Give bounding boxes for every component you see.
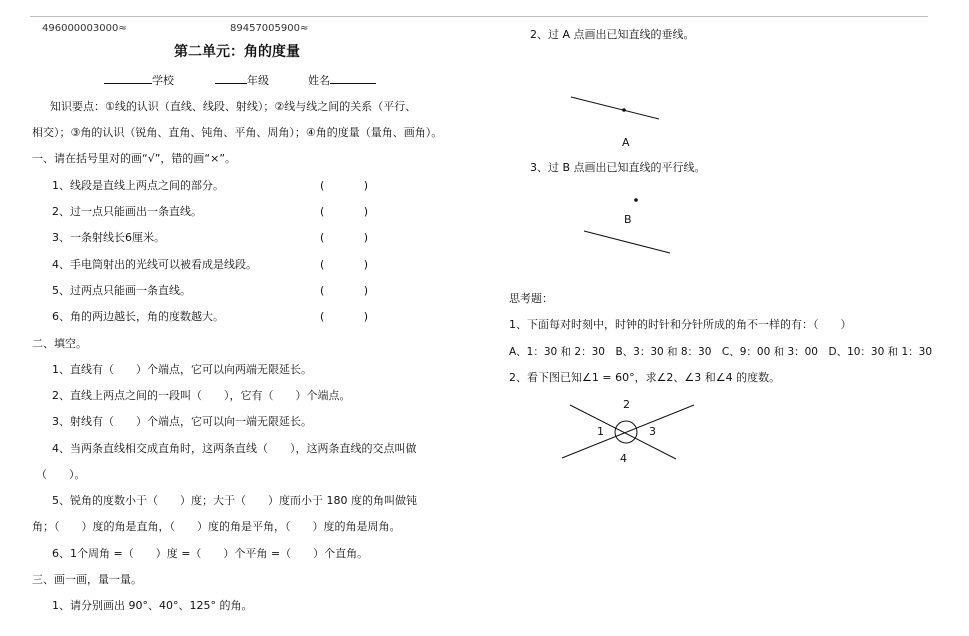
school-label: 学校: [152, 74, 174, 87]
intersecting-line-2: [562, 405, 694, 458]
s2-line-2: 2、直线上两点之间的一段叫（ ），它有（ ）个端点。: [52, 389, 351, 402]
s3-item-3: 3、过 B 点画出已知直线的平行线。: [530, 161, 706, 174]
grade-label: 年级: [247, 74, 269, 87]
s2-line-7: 角；（ ）度的角是直角，（ ）度的角是平角，（ ）度的角是周角。: [32, 520, 401, 533]
thinking-heading: 思考题：: [509, 292, 553, 305]
s3-item-1: 1、请分别画出 90°、40°、125° 的角。: [52, 599, 253, 612]
s1-item-3: 3、一条射线长6厘米。: [52, 231, 165, 244]
thinking-q2: 2、看下图已知∠1 = 60°，求∠2、∠3 和∠4 的度数。: [509, 371, 781, 384]
point-b-label: B: [624, 213, 632, 226]
section1-heading: 一、请在括号里对的画“√”，错的画“×”。: [32, 152, 237, 165]
angle-label-1: 1: [597, 425, 604, 438]
s1-item-2: 2、过一点只能画出一条直线。: [52, 205, 202, 218]
name-label: 姓名: [308, 74, 330, 87]
s2-line-3: 3、射线有（ ）个端点，它可以向一端无限延长。: [52, 415, 312, 428]
point-b-dot: [634, 198, 638, 202]
s1-item-5: 5、过两点只能画一条直线。: [52, 284, 191, 297]
s1-answer-1[interactable]: ( ): [320, 179, 368, 192]
s1-answer-4[interactable]: ( ): [320, 258, 368, 271]
given-line-a: [571, 97, 659, 119]
section3-heading: 三、画一画，量一量。: [32, 573, 142, 586]
angle-label-3: 3: [649, 425, 656, 438]
s1-item-4: 4、手电筒射出的光线可以被看成是线段。: [52, 258, 257, 271]
intersecting-line-1: [570, 405, 676, 459]
knowledge-line-1: 知识要点：①线的认识（直线、线段、射线）；②线与线之间的关系（平行、: [50, 100, 417, 113]
angle-label-2: 2: [623, 398, 630, 411]
point-a-dot: [622, 108, 626, 112]
s2-line-4: 4、当两条直线相交成直角时，这两条直线（ ），这两条直线的交点叫做: [52, 442, 417, 455]
given-line-b: [584, 231, 670, 253]
s1-answer-3[interactable]: ( ): [320, 231, 368, 244]
point-a-label: A: [622, 136, 630, 149]
knowledge-line-2: 相交）；③角的认识（锐角、直角、钝角、平角、周角）；④角的度量（量角、画角）。: [32, 126, 443, 139]
section2-heading: 二、填空。: [32, 337, 87, 350]
thinking-q1: 1、下面每对时刻中，时钟的时针和分针所成的角不一样的有：（ ）: [509, 318, 852, 331]
thinking-q1-options: A、1：30 和 2：30 B、3：30 和 8：30 C、9：00 和 3：00 D、10：30 和 1：30: [509, 346, 933, 358]
s2-line-8: 6、1个周角 =（ ）度 =（ ）个平角 =（ ）个直角。: [52, 547, 369, 560]
s3-item-2: 2、过 A 点画出已知直线的垂线。: [530, 28, 695, 41]
s2-line-1: 1、直线有（ ）个端点，它可以向两端无限延长。: [52, 363, 312, 376]
s1-answer-2[interactable]: ( ): [320, 205, 368, 218]
s1-answer-6[interactable]: ( ): [320, 310, 368, 323]
s1-item-1: 1、线段是直线上两点之间的部分。: [52, 179, 224, 192]
s1-answer-5[interactable]: ( ): [320, 284, 368, 297]
s2-line-5: （ ）。: [36, 468, 86, 481]
s2-line-6: 5、锐角的度数小于（ ）度；大于（ ）度而小于 180 度的角叫做钝: [52, 494, 417, 507]
header-code-right: 89457005900≈: [230, 23, 309, 34]
header-code-left: 496000003000≈: [42, 23, 127, 34]
s1-item-6: 6、角的两边越长，角的度数越大。: [52, 310, 224, 323]
angle-label-4: 4: [620, 452, 627, 465]
page-title: 第二单元：角的度量: [174, 44, 300, 60]
